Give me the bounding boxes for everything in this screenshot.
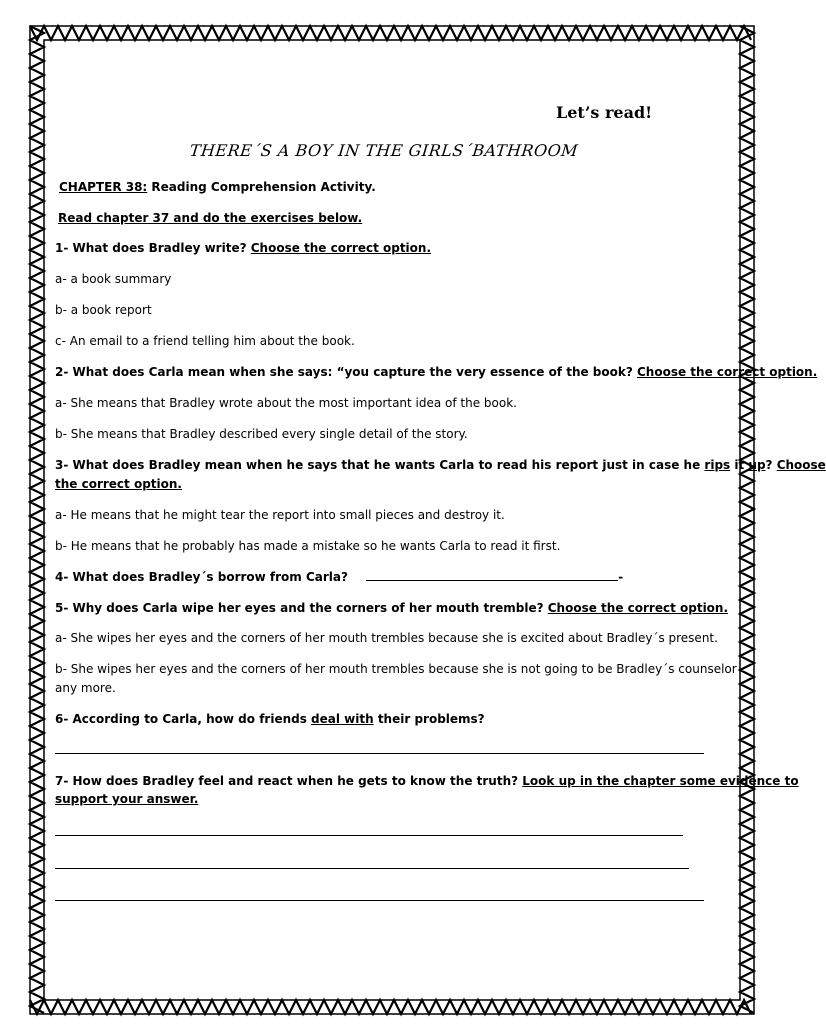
question-6-answer-line[interactable]: [55, 753, 704, 754]
question-7-answer-line-3[interactable]: [55, 900, 704, 901]
question-4-text: 4- What does Bradley´s borrow from Carla?: [55, 570, 348, 584]
border-zigzag-segment: [30, 1000, 751, 1014]
question-7-directive-a: Look up in the chapter some evidence to: [522, 774, 799, 788]
question-4-tail: -: [618, 570, 624, 584]
question-1: [55, 239, 431, 257]
question-1-option-b: b- a book report: [55, 303, 152, 317]
question-3-line-1: [55, 456, 826, 474]
question-4: [55, 568, 623, 586]
question-6-text-a: 6- According to Carla, how do friends: [55, 712, 312, 726]
question-5-text: 5- Why does Carla wipe her eyes and the corners of her mouth tremble?: [55, 601, 548, 615]
question-2-text: 2- What does Carla mean when she says: “you capture the very essence of the book?: [55, 365, 637, 379]
question-1-text: 1- What does Bradley write?: [55, 241, 251, 255]
question-4-answer-blank[interactable]: [366, 568, 618, 581]
question-5-directive: Choose the correct option.: [547, 601, 729, 615]
question-5: [55, 599, 728, 617]
question-5-option-b: b- She wipes her eyes and the corners of her mouth trembles because she is not going to be Bradley´s counselor: [55, 662, 737, 676]
question-7-answer-line-2[interactable]: [55, 868, 689, 869]
worksheet-title: THERE´S A BOY IN THE GIRLS´BATHROOM: [188, 141, 580, 160]
question-3-directive-a: Choose: [776, 458, 826, 472]
question-2: [55, 363, 817, 381]
question-3-mark: ?: [765, 458, 777, 472]
question-7-answer-line-1[interactable]: [55, 835, 683, 836]
question-3-option-a: a- He means that he might tear the report into small pieces and destroy it.: [55, 508, 505, 522]
chapter-line: [55, 178, 376, 196]
question-2-option-a: a- She means that Bradley wrote about the most important idea of the book.: [55, 396, 517, 410]
question-2-option-b: b- She means that Bradley described every single detail of the story.: [55, 427, 468, 441]
question-3-directive-b: the correct option.: [55, 477, 182, 491]
question-5-option-a: a- She wipes her eyes and the corners of her mouth trembles because she is excited about Bradley´s present.: [55, 631, 718, 645]
instruction-line: Read chapter 37 and do the exercises below.: [58, 211, 363, 225]
question-3-option-b: b- He means that he probably has made a mistake so he wants Carla to read it first.: [55, 539, 561, 553]
question-6-deal-with: deal with: [311, 712, 374, 726]
question-5-option-b-continued: any more.: [55, 681, 116, 695]
question-1-directive: Choose the correct option.: [250, 241, 432, 255]
border-zigzag-segment: [740, 26, 754, 1013]
question-3-text: 3- What does Bradley mean when he says that he wants Carla to read his report just in case he: [55, 458, 705, 472]
question-7-text: 7- How does Bradley feel and react when he gets to know the truth?: [55, 774, 523, 788]
question-6-text-b: their problems?: [373, 712, 485, 726]
question-6: [55, 710, 485, 728]
chapter-text: Reading Comprehension Activity.: [147, 180, 376, 194]
question-3-up: up: [748, 458, 766, 472]
question-3-rips: rips: [704, 458, 731, 472]
border-zigzag-segment: [30, 26, 44, 1013]
lets-read-heading: Let’s read!: [556, 103, 653, 122]
question-1-option-c: c- An email to a friend telling him about the book.: [55, 334, 355, 348]
question-1-option-a: a- a book summary: [55, 272, 172, 286]
question-7-line-1: [55, 772, 799, 790]
border-zigzag-segment: [30, 26, 751, 40]
question-3-it: it: [730, 458, 749, 472]
question-7-directive-b: support your answer.: [55, 792, 199, 806]
chapter-label: CHAPTER 38:: [59, 180, 148, 194]
question-2-directive: Choose the correct option.: [637, 365, 818, 379]
